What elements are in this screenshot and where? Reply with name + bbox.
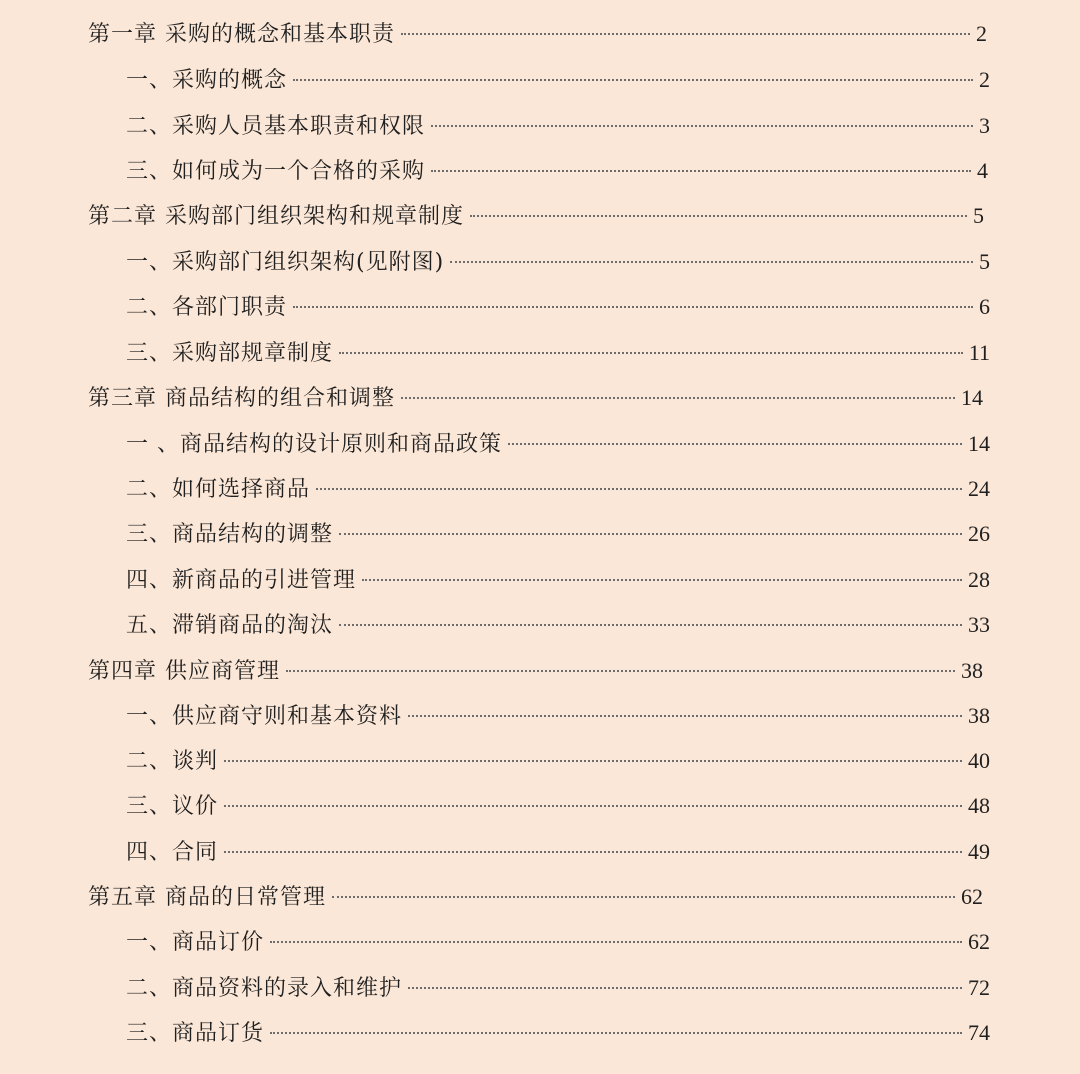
dot-leader	[401, 33, 970, 35]
toc-page-number: 11	[968, 340, 990, 365]
toc-label: 三、采购部规章制度	[126, 341, 334, 366]
toc-page-number: 72	[968, 975, 990, 1000]
toc-page-number: 2	[979, 67, 990, 92]
toc-chapter-1[interactable]	[88, 14, 987, 54]
dot-leader	[270, 1032, 962, 1034]
dot-leader	[408, 987, 962, 989]
toc-label: 三、如何成为一个合格的采购	[126, 159, 426, 184]
toc-page-number: 26	[968, 521, 990, 546]
toc-label: 二、谈判	[126, 749, 219, 774]
toc-page-number: 48	[968, 793, 990, 818]
toc-page-number: 28	[968, 567, 990, 592]
toc-label: 第一章 采购的概念和基本职责	[88, 22, 395, 47]
toc-label: 二、如何选择商品	[126, 477, 311, 502]
toc-label: 第四章 供应商管理	[88, 659, 280, 684]
toc-label: 一、商品订价	[126, 930, 265, 955]
toc-chapter-3[interactable]	[88, 378, 983, 418]
dot-leader	[431, 170, 971, 172]
toc-label: 第三章 商品结构的组合和调整	[88, 386, 395, 411]
toc-section-1-1[interactable]	[126, 60, 990, 100]
toc-page-number: 62	[968, 929, 990, 954]
toc-label: 二、采购人员基本职责和权限	[126, 114, 426, 139]
dot-leader	[286, 670, 955, 672]
toc-page-number: 74	[968, 1020, 990, 1045]
toc-label: 四、新商品的引进管理	[126, 568, 357, 593]
toc-section-1-2[interactable]	[126, 106, 990, 146]
toc-section-3-2[interactable]	[126, 469, 990, 509]
toc-section-4-1[interactable]	[126, 696, 990, 736]
dot-leader	[450, 261, 973, 263]
toc-label: 一 、商品结构的设计原则和商品政策	[126, 432, 502, 457]
dot-leader	[431, 125, 973, 127]
dot-leader	[293, 79, 973, 81]
toc-section-3-5[interactable]	[126, 605, 990, 645]
toc-label: 三、议价	[126, 794, 219, 819]
dot-leader	[339, 624, 962, 626]
dot-leader	[401, 397, 955, 399]
toc-section-4-4[interactable]	[126, 832, 990, 872]
toc-page-number: 4	[977, 158, 988, 183]
toc-label: 三、商品结构的调整	[126, 522, 334, 547]
toc-page-number: 38	[968, 703, 990, 728]
toc-label: 第二章 采购部门组织架构和规章制度	[88, 204, 464, 229]
dot-leader	[508, 443, 962, 445]
toc-section-1-3[interactable]	[126, 151, 988, 191]
toc-chapter-4[interactable]	[88, 651, 983, 691]
toc-label: 一、采购部门组织架构(见附图)	[126, 250, 445, 275]
toc-section-5-2[interactable]	[126, 968, 990, 1008]
toc-section-2-1[interactable]	[126, 242, 990, 282]
toc-page-number: 5	[979, 249, 990, 274]
toc-page-number: 33	[968, 612, 990, 637]
toc-page-number: 49	[968, 839, 990, 864]
dot-leader	[224, 851, 962, 853]
toc-page-number: 24	[968, 476, 990, 501]
dot-leader	[362, 579, 962, 581]
toc-label: 四、合同	[126, 840, 219, 865]
toc-page-number: 5	[973, 203, 984, 228]
toc-section-5-3[interactable]	[126, 1013, 990, 1053]
toc-section-5-1[interactable]	[126, 922, 990, 962]
dot-leader	[224, 805, 962, 807]
toc-label: 三、商品订货	[126, 1021, 265, 1046]
toc-page-number: 3	[979, 113, 990, 138]
toc-label: 一、供应商守则和基本资料	[126, 704, 403, 729]
toc-section-3-4[interactable]	[126, 560, 990, 600]
toc-label: 二、各部门职责	[126, 295, 288, 320]
toc-page-number: 14	[961, 385, 983, 410]
dot-leader	[270, 941, 962, 943]
toc-section-2-2[interactable]	[126, 287, 990, 327]
dot-leader	[339, 352, 963, 354]
toc-page-number: 14	[968, 431, 990, 456]
toc-section-4-3[interactable]	[126, 786, 990, 826]
toc-section-3-3[interactable]	[126, 514, 990, 554]
dot-leader	[316, 488, 962, 490]
toc-label: 五、滞销商品的淘汰	[126, 613, 334, 638]
toc-label: 二、商品资料的录入和维护	[126, 976, 403, 1001]
toc-section-4-2[interactable]	[126, 741, 990, 781]
dot-leader	[332, 896, 955, 898]
toc-page-number: 38	[961, 658, 983, 683]
toc-page-number: 6	[979, 294, 990, 319]
toc-page-number: 2	[976, 21, 987, 46]
dot-leader	[339, 533, 962, 535]
toc-section-3-1[interactable]	[126, 424, 990, 464]
toc-section-2-3[interactable]	[126, 333, 990, 373]
dot-leader	[470, 215, 967, 217]
toc-chapter-2[interactable]	[88, 196, 984, 236]
toc-label: 一、采购的概念	[126, 68, 288, 93]
dot-leader	[224, 760, 962, 762]
toc-page-number: 62	[961, 884, 983, 909]
toc-label: 第五章 商品的日常管理	[88, 885, 326, 910]
toc-chapter-5[interactable]	[88, 877, 983, 917]
toc-page-number: 40	[968, 748, 990, 773]
dot-leader	[408, 715, 962, 717]
dot-leader	[293, 306, 973, 308]
